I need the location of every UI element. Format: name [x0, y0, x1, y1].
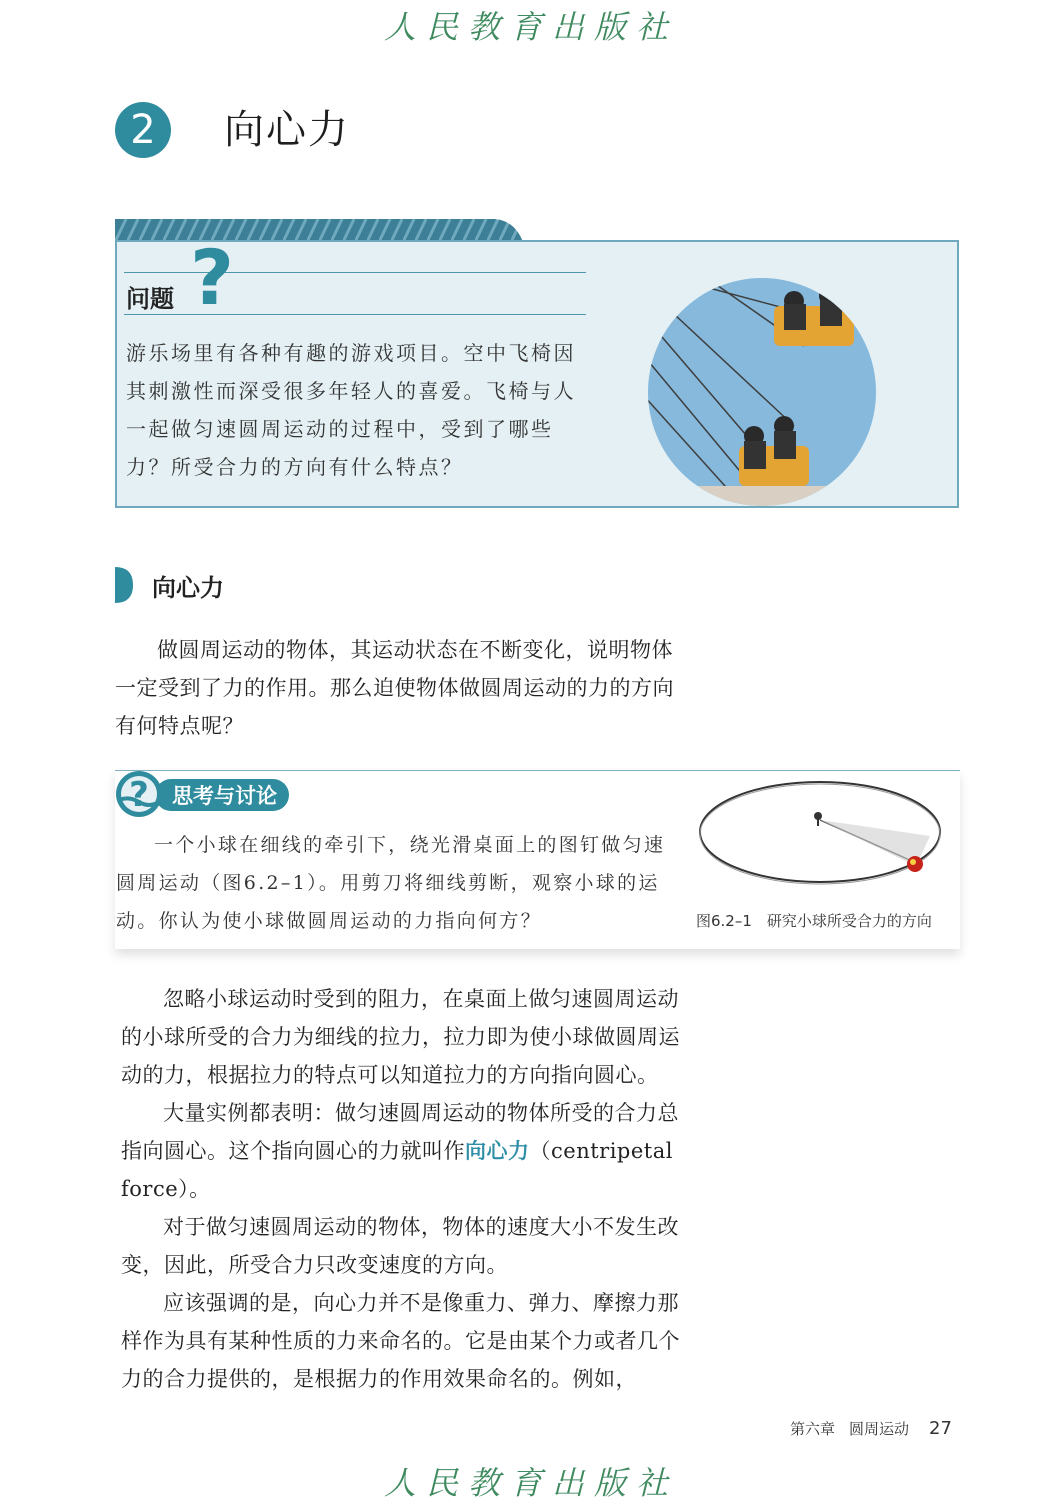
swing-ride-photo — [644, 276, 884, 508]
page-number: 27 — [929, 1418, 952, 1439]
body-paragraph-2 — [121, 1094, 681, 1208]
body-paragraph-4: 应该强调的是，向心力并不是像重力、弹力、摩擦力那样作为具有某种性质的力来命名的。它是由某个力或者几个力的合力提供的，是根据力的作用效果命名的。例如， — [121, 1291, 680, 1391]
svg-text:?: ? — [129, 775, 149, 815]
intro-paragraph — [115, 631, 675, 745]
question-mark-icon: ? — [190, 233, 235, 322]
discussion-text: 一个小球在细线的牵引下，绕光滑桌面上的图钉做匀速圆周运动（图6.2–1）。用剪刀将细线剪断，观察小球的运动。你认为使小球做圆周运动的力指向何方？ — [116, 834, 666, 932]
question-box-tab — [115, 217, 525, 242]
body-paragraph-1: 忽略小球运动时受到的阻力，在桌面上做匀速圆周运动的小球所受的合力为细线的拉力，拉力即为使小球做圆周运动的力，根据拉力的特点可以知道拉力的方向指向圆心。 — [121, 987, 680, 1087]
section-number-badge: 2 — [115, 102, 171, 158]
term-centripetal-force: 向心力 — [465, 1139, 530, 1163]
question-label: 问题 — [126, 285, 174, 313]
body-paragraph-2-start: 大量实例都表明：做匀速圆周运动的物体所受的合力总指向圆心。这个指向圆心的力就叫作 — [121, 1101, 679, 1163]
subsection-marker-icon — [115, 567, 133, 603]
body-paragraph-3: 对于做匀速圆周运动的物体，物体的速度大小不发生改变，因此，所受合力只改变速度的方向。 — [121, 1215, 679, 1277]
intro-text: 做圆周运动的物体，其运动状态在不断变化，说明物体一定受到了力的作用。那么迫使物体做圆周运动的力的方向有何特点呢？ — [115, 638, 674, 738]
subsection-title: 向心力 — [152, 574, 224, 602]
discussion-label: 思考与讨论 — [172, 784, 277, 808]
question-text: 游乐场里有各种有趣的游戏项目。空中飞椅因其刺激性而深受很多年轻人的喜爱。飞椅与人一起做匀速圆周运动的过程中，受到了哪些力？所受合力的方向有什么特点？ — [126, 341, 576, 479]
publisher-watermark-bottom: 人民教育出版社 — [383, 1464, 678, 1502]
discussion-text-block — [116, 826, 676, 940]
page-footer — [790, 1418, 966, 1439]
figure-ball-on-string — [694, 776, 946, 886]
body-text — [121, 980, 681, 1398]
footer-chapter: 第六章 — [790, 1420, 836, 1438]
figure-caption: 图6.2–1 研究小球所受合力的方向 — [696, 912, 932, 930]
term-english: （centripetal force） — [121, 1139, 673, 1201]
body-paragraph-2-end: 。 — [189, 1177, 211, 1201]
footer-chapter-title: 圆周运动 — [849, 1420, 910, 1438]
section-title: 向心力 — [224, 107, 350, 153]
publisher-watermark-top: 人民教育出版社 — [383, 8, 678, 46]
